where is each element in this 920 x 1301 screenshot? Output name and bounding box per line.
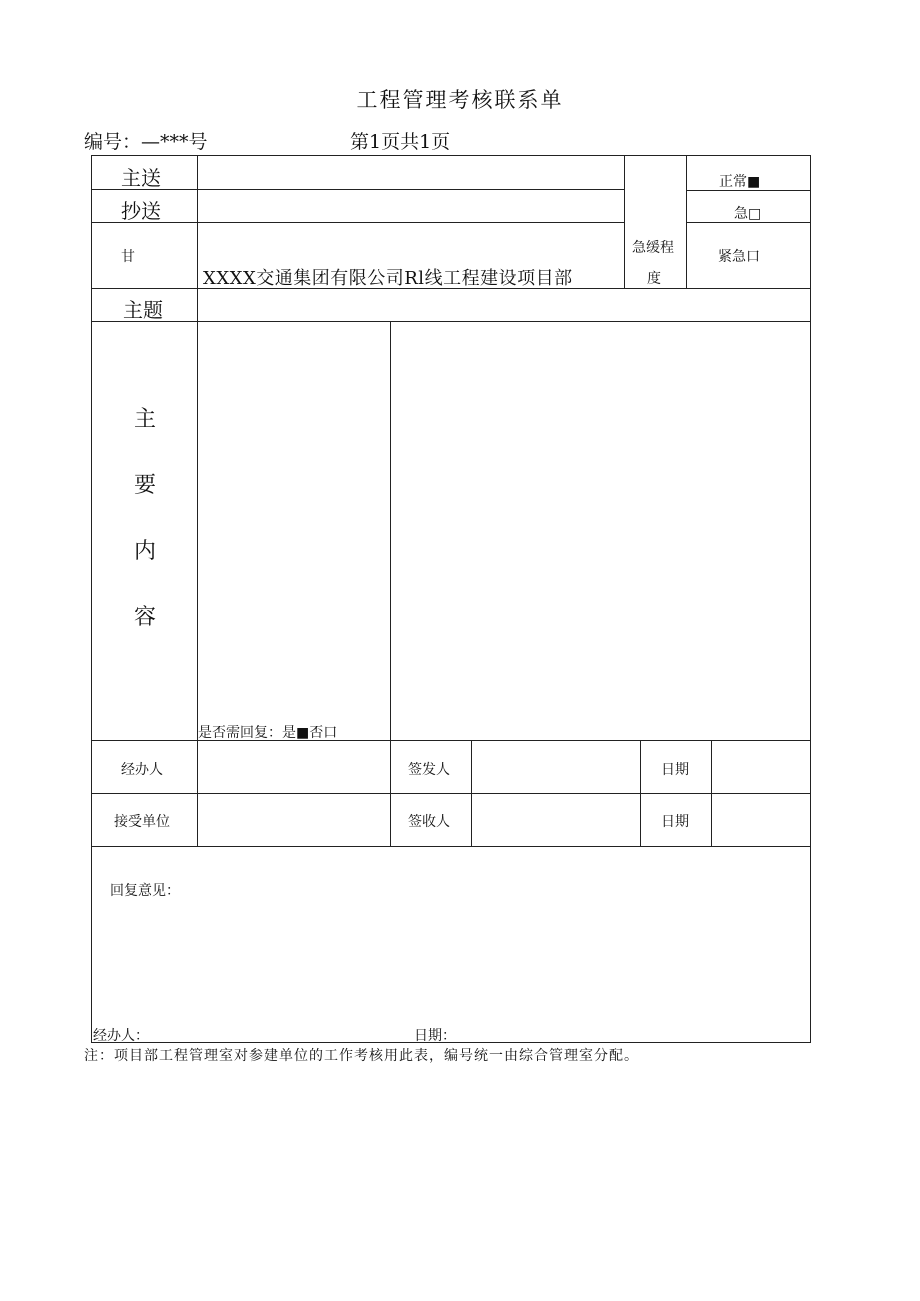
date-label: 日期	[661, 762, 689, 778]
issuer-field[interactable]	[473, 742, 639, 792]
content-label-char-4: 容	[134, 605, 157, 630]
content-label-char-1: 主	[134, 407, 157, 432]
footer-handler-label: 经办人：	[93, 1028, 149, 1044]
date-field[interactable]	[713, 742, 809, 792]
receiver-unit-field[interactable]	[199, 795, 389, 845]
recipient-label: 签收人	[408, 814, 450, 830]
reply-needed-option[interactable]: 是否需回复：是■否口	[198, 725, 338, 741]
content-label-char-3: 内	[134, 539, 157, 564]
issuer-label: 签发人	[408, 762, 450, 778]
from-value: XXXX交通集团有限公司Rl线工程建设项目部	[203, 268, 573, 289]
cc-label: 抄送	[121, 199, 161, 223]
urgency-critical-option[interactable]: 紧急口	[718, 249, 760, 265]
urgency-label-line2: 度	[647, 271, 661, 287]
recipient-field[interactable]	[473, 795, 639, 845]
date-label-2: 日期	[661, 814, 689, 830]
urgency-normal-option[interactable]: 正常■	[719, 174, 761, 190]
urgency-urgent-option[interactable]: 急□	[734, 206, 762, 222]
receiver-unit-label: 接受单位	[114, 814, 170, 830]
content-label-char-2: 要	[134, 473, 157, 498]
to-label: 主送	[121, 166, 161, 190]
serial-label: 编号：	[84, 131, 142, 153]
footer-date-label: 日期：	[414, 1028, 456, 1044]
reply-opinion-label: 回复意见：	[110, 883, 180, 899]
page-title: 工程管理考核联系单	[356, 88, 564, 112]
from-label: 甘	[121, 249, 135, 265]
serial-value: —***号	[141, 131, 208, 153]
handler-field[interactable]	[199, 742, 389, 792]
content-area[interactable]	[392, 323, 808, 738]
date-field-2[interactable]	[713, 795, 809, 845]
serial-number	[84, 127, 208, 154]
urgency-label-line1: 急缓程	[632, 240, 674, 256]
subject-label: 主题	[123, 298, 163, 322]
handler-label: 经办人	[121, 762, 163, 778]
footnote: 注：项目部工程管理室对参建单位的工作考核用此表，编号统一由综合管理室分配。	[84, 1048, 639, 1064]
page-info: 第1页共1页	[350, 131, 451, 153]
reply-opinion-area[interactable]	[93, 900, 809, 1018]
